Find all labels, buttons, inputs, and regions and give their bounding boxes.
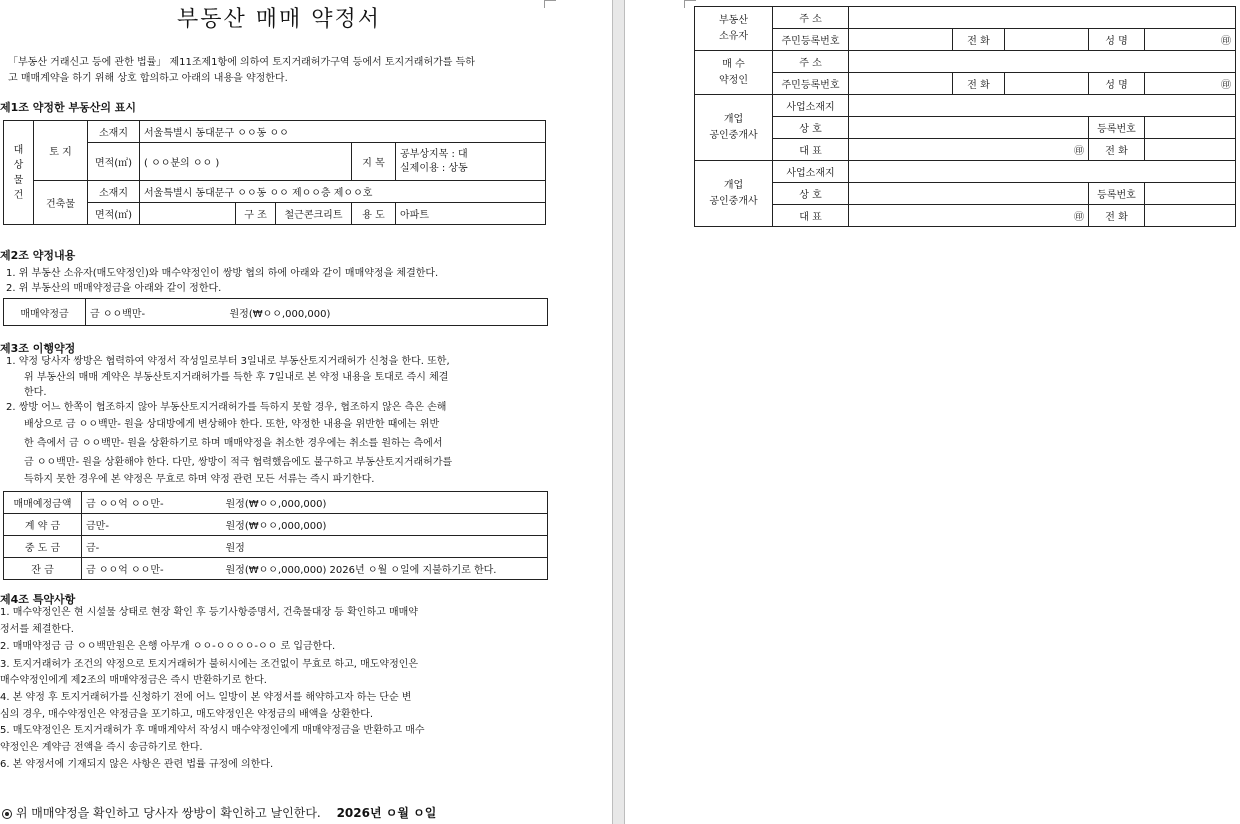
article-3-heading: 제3조 이행약정 [0,342,76,355]
article-4-line-4b: 심의 경우, 매수약정인은 약정금을 포기하고, 매도약정인은 약정금의 배액을 상환한다. [0,709,374,720]
bullet-icon [2,809,12,819]
agent-2-regno-value [1145,183,1236,205]
agent-2-phone-value [1145,205,1236,227]
owner-address-label: 주 소 [773,7,849,29]
payment-row-label: 매매예정금액 [4,492,82,514]
building-location-label: 소재지 [88,181,140,203]
payment-row-label: 중 도 금 [4,536,82,558]
page-gutter [556,0,626,824]
payment-row-value-1: 금만- [82,514,222,536]
article-3-p1-line-3: 한다. [24,387,47,398]
owner-label: 부동산 소유자 [695,7,773,51]
buyer-seal: ㊞ [1145,73,1236,95]
agent-2-seal: ㊞ [849,205,1089,227]
article-4-line-5a: 5. 매도약정인은 토지거래허가 후 매매계약서 작성시 매수약정인에게 매매약정금을 반환하고 매수 [0,725,425,736]
article-2-heading: 제2조 약정내용 [0,249,76,262]
agent-1-phone-value [1145,139,1236,161]
owner-reg-value [849,29,953,51]
land-area-label: 면적(㎡) [88,143,140,181]
building-label: 건축물 [34,181,88,225]
article-4-line-2: 2. 매매약정금 금 ㅇㅇ백만원은 은행 아무개 ㅇㅇ-ㅇㅇㅇㅇ-ㅇㅇ 로 입금한다. [0,641,336,652]
agent-1-office-value [849,95,1236,117]
agent-2-phone-label: 전 화 [1089,205,1145,227]
article-4-line-4a: 4. 본 약정 후 토지거래허가를 신청하기 전에 어느 일방이 본 약정서를 해약하고자 하는 단순 변 [0,692,412,703]
article-4-heading: 제4조 특약사항 [0,593,76,606]
property-table [3,120,546,225]
payment-row-value-1: 금 ㅇㅇ억 ㅇㅇ만- [82,558,222,580]
contract-page-2 [626,0,1240,824]
agreement-amount-table [3,298,548,326]
jimok-label: 지 목 [352,143,396,181]
agent-2-company-value [849,183,1089,205]
building-area-value [140,203,236,225]
agent-1-regno-label: 등록번호 [1089,117,1145,139]
article-4-line-1b: 정서를 체결한다. [0,624,74,635]
buyer-reg-value [849,73,953,95]
owner-address-value [849,7,1236,29]
article-3-p2-line-1: 2. 쌍방 어느 한쪽이 협조하지 않아 부동산토지거래허가를 득하지 못할 경우, 협조하지 않은 측은 손해 [6,402,447,413]
agent-2-office-label: 사업소재지 [773,161,849,183]
building-address-value: 서울특별시 동대문구 ㅇㅇ동 ㅇㅇ 제ㅇㅇ층 제ㅇㅇ호 [140,181,546,203]
owner-name-label: 성 명 [1089,29,1145,51]
payment-schedule-table [3,491,548,580]
preamble-line-1: 「부동산 거래신고 등에 관한 법률」 제11조제1항에 의하여 토지거래허가구역 등에서 토지거래허가를 득하 [8,57,475,68]
owner-phone-label: 전 화 [953,29,1005,51]
contract-page-1 [0,0,556,824]
agent-2-label: 개업 공인중개사 [695,161,773,227]
page-divider [612,0,625,824]
payment-row-value-2: 원정(₩ㅇㅇ,000,000) 2026년 ㅇ월 ㅇ일에 지불하기로 한다. [222,558,548,580]
agent-1-regno-value [1145,117,1236,139]
article-4-line-6: 6. 본 약정서에 기재되지 않은 사항은 관련 법률 규정에 의한다. [0,759,274,770]
payment-row-label: 잔 금 [4,558,82,580]
land-area-value: ( ㅇㅇ분의 ㅇㅇ ) [140,143,352,181]
agent-2-company-label: 상 호 [773,183,849,205]
article-4-line-1a: 1. 매수약정인은 현 시설물 상태로 현장 확인 후 등기사항증명서, 건축물대장 등 확인하고 매매약 [0,607,418,618]
payment-row-label: 계 약 금 [4,514,82,536]
article-3-p2-line-3: 한 측에서 금 ㅇㅇ백만- 원을 상환하기로 하며 매매약정을 취소한 경우에는 취소를 원하는 측에서 [24,438,443,449]
article-4-line-3a: 3. 토지거래허가 조건의 약정으로 토지거래허가 불허시에는 조건없이 무효로 하고, 매도약정인은 [0,659,419,670]
agent-1-seal: ㊞ [849,139,1089,161]
payment-row-value-2: 원정(₩ㅇㅇ,000,000) [222,492,548,514]
payment-row-value-1: 금- [82,536,222,558]
article-4-line-3b: 매수약정인에게 제2조의 매매약정금은 즉시 반환하기로 한다. [0,675,267,686]
article-3-p1-line-2: 위 부동산의 매매 계약은 부동산토지거래허가를 득한 후 7일내로 본 약정 내용을 토대로 즉시 체결 [24,372,449,383]
closing-text: 위 매매약정을 확인하고 당사자 쌍방이 확인하고 날인한다. [15,806,321,820]
structure-label: 구 조 [236,203,276,225]
article-1-heading: 제1조 약정한 부동산의 표시 [0,101,137,114]
agent-2-office-value [849,161,1236,183]
agreement-amount-value-1: 금 ㅇㅇ백만- [86,299,226,326]
page-corner-mark [544,0,556,8]
buyer-reg-label: 주민등록번호 [773,73,849,95]
document-title: 부동산 매매 약정서 [177,7,382,32]
use-label: 용 도 [352,203,396,225]
land-address-value: 서울특별시 동대문구 ㅇㅇ동 ㅇㅇ [140,121,546,143]
payment-row-value-2: 원정(₩ㅇㅇ,000,000) [222,514,548,536]
article-3-p1-line-1: 1. 약정 당사자 쌍방은 협력하여 약정서 작성일로부터 3일내로 부동산토지거래허가 신청을 한다. 또한, [6,356,450,367]
agent-1-label: 개업 공인중개사 [695,95,773,161]
closing-date: 2026년 ㅇ월 ㅇ일 [336,806,437,820]
land-label: 토 지 [34,121,88,181]
article-2-line-1: 1. 위 부동산 소유자(매도약정인)와 매수약정인이 쌍방 협의 하에 아래와 같이 매매약정을 체결한다. [6,268,439,279]
article-4-line-5b: 약정인은 계약금 전액을 즉시 송금하기로 한다. [0,742,203,753]
jimok-value-2: 실제이용 : 상동 [400,162,468,174]
parties-table [694,6,1236,227]
agreement-amount-label: 매매약정금 [4,299,86,326]
buyer-address-label: 주 소 [773,51,849,73]
closing-statement [2,804,436,821]
article-2-line-2: 2. 위 부동산의 매매약정금을 아래와 같이 정한다. [6,283,222,294]
agent-2-regno-label: 등록번호 [1089,183,1145,205]
use-value: 아파트 [396,203,546,225]
building-area-label: 면적(㎡) [88,203,140,225]
structure-value: 철근콘크리트 [276,203,352,225]
preamble-line-2: 고 매매계약을 하기 위해 상호 합의하고 아래의 내용을 약정한다. [8,73,288,84]
payment-row-value-1: 금 ㅇㅇ억 ㅇㅇ만- [82,492,222,514]
owner-seal: ㊞ [1145,29,1236,51]
article-3-p2-line-4: 금 ㅇㅇ백만- 원을 상환해야 한다. 다만, 쌍방이 적극 협력했음에도 불구하고 부동산토지거래허가를 [24,457,453,468]
land-location-label: 소재지 [88,121,140,143]
article-3-p2-line-2: 배상으로 금 ㅇㅇ백만- 원을 상대방에게 변상해야 한다. 또한, 약정한 내용을 위반한 때에는 위반 [24,419,440,430]
buyer-phone-value [1005,73,1089,95]
agent-1-rep-label: 대 표 [773,139,849,161]
target-property-label: 대 상 물 건 [4,121,34,225]
buyer-phone-label: 전 화 [953,73,1005,95]
agent-1-company-value [849,117,1089,139]
buyer-address-value [849,51,1236,73]
agent-2-rep-label: 대 표 [773,205,849,227]
agent-1-phone-label: 전 화 [1089,139,1145,161]
agreement-amount-value-2: 원정(₩ㅇㅇ,000,000) [226,299,548,326]
buyer-label: 매 수 약정인 [695,51,773,95]
owner-phone-value [1005,29,1089,51]
owner-reg-label: 주민등록번호 [773,29,849,51]
buyer-name-label: 성 명 [1089,73,1145,95]
payment-row-value-2: 원정 [222,536,548,558]
agent-1-office-label: 사업소재지 [773,95,849,117]
agent-1-company-label: 상 호 [773,117,849,139]
jimok-value-1: 공부상지목 : 대 [400,148,468,160]
article-3-p2-line-5: 득하지 못한 경우에 본 약정은 무효로 하며 약정 관련 모든 서류는 즉시 파기한다. [24,474,375,485]
